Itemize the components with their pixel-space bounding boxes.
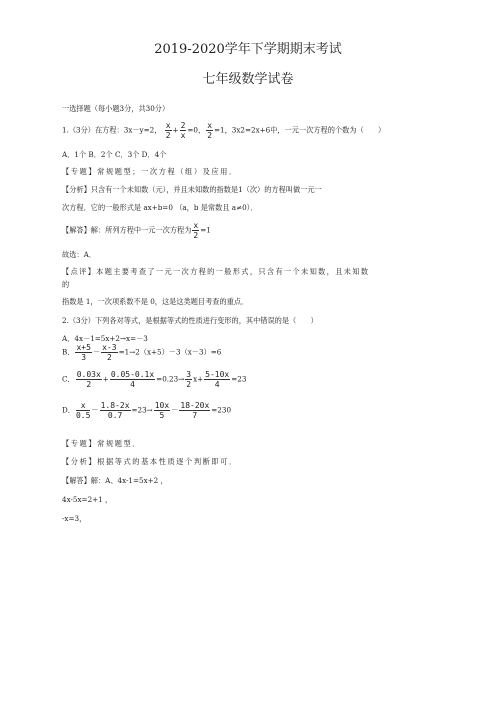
q2-c-fraction-4 (204, 370, 230, 389)
q2-d-operator-2: － (171, 405, 179, 415)
q1-topic: 【专题】常规题型；一次方程（组）及应用． (62, 167, 238, 176)
q2-option-d-label: D． (62, 405, 75, 415)
q1-solution (62, 221, 211, 240)
q1-solution-fraction (192, 221, 199, 240)
q1-fraction-3-num: x (207, 121, 213, 130)
q1-fraction-1 (165, 121, 172, 140)
q2-b-fraction-2 (101, 343, 117, 362)
q2-solution-3: -x=3， (62, 514, 87, 523)
q1-analysis-2: 次方程．它的一般形式是 ax+b=0 （a，b 是常数且 a≠0）． (62, 203, 258, 212)
q1-plus: + (172, 125, 179, 135)
q2-c-fraction-2-den: 4 (130, 380, 135, 389)
q1-comment-1: 【点评】本题主要考查了一元一次方程的一般形式，只含有一个未知数，且未知数 (62, 267, 370, 276)
q2-d-fraction-4-num: 18-20x (180, 401, 210, 410)
q2-d-fraction-4-den: 7 (192, 411, 198, 420)
q2-d-operator-1: － (91, 405, 99, 415)
q2-c-mid: =0.23→ (156, 374, 185, 384)
q2-solution-2: 4x-5x=2+1 ， (62, 495, 113, 504)
q2-b-fraction-2-num: x-3 (102, 343, 117, 352)
q2-b-fraction-1-num: x+5 (76, 343, 91, 352)
q1-comment-2: 的 (62, 280, 70, 289)
q1-fraction-2-num: 2 (180, 121, 186, 130)
q2-analysis: 【分析】根据等式的基本性质逐个判断即可． (62, 457, 238, 466)
q2-c-fraction-4-num: 5-10x (205, 370, 230, 379)
q2-stem: 2.（3分）下列各对等式，是根据等式的性质进行变形的，其中错误的是（ ） (62, 316, 318, 325)
q1-choose: 故选：A． (62, 250, 96, 259)
q2-option-b-label: B． (62, 347, 75, 357)
q1-fraction-3 (206, 121, 213, 140)
q2-option-c-label: C． (62, 374, 75, 384)
page-subtitle: 七年级数学试卷 (202, 72, 294, 87)
q2-option-a: A．4x－1=5x+2→x=－3 (62, 334, 148, 343)
q2-d-mid: =23→ (131, 405, 153, 415)
q2-d-fraction-2 (100, 401, 131, 420)
q2-b-fraction-1-den: 3 (81, 353, 87, 362)
q2-c-fraction-2-num: 0.05-0.1x (110, 370, 155, 379)
q1-solution-fraction-num: x (193, 221, 199, 230)
q2-c-fraction-1-num: 0.03x (76, 370, 101, 379)
q2-c-fraction-3-num: 3 (186, 370, 192, 379)
q2-c-fraction-4-den: 4 (214, 380, 220, 389)
q2-c-fraction-2 (110, 370, 155, 389)
q2-d-fraction-1 (76, 401, 90, 420)
q1-fraction-1-num: x (165, 121, 171, 130)
q2-d-fraction-4 (179, 401, 210, 420)
q1-analysis-1: 【分析】只含有一个未知数（元），并且未知数的指数是1（次）的方程叫做一元一 (62, 185, 322, 194)
q1-solution-fraction-den: 2 (193, 231, 199, 240)
q2-c-fraction-1 (76, 370, 102, 389)
q2-b-fraction-1 (75, 343, 91, 362)
q2-d-fraction-2-den: 0.7 (107, 411, 123, 420)
q2-c-fraction-1-den: 2 (86, 380, 92, 389)
q2-option-b (62, 343, 221, 362)
q1-solution-text: 【解答】解：所列方程中一元一次方程为 (62, 225, 192, 235)
q1-fraction-1-den: 2 (165, 131, 171, 140)
q1-comment-3: 指数是 1，一次项系数不是 0，这是这类题目考查的重点． (62, 297, 249, 306)
q1-mid: =0， (187, 125, 206, 135)
q1-fraction-2-den: x (180, 131, 186, 140)
q2-d-fraction-3-num: 10x (154, 401, 170, 410)
q2-c-fraction-3-den: 2 (186, 380, 192, 389)
q2-d-end: =230 (211, 405, 232, 415)
q1-stem-part1: 1.（3分）在方程：3x－y=2， (62, 125, 162, 135)
q2-option-c (62, 370, 246, 389)
q2-d-fraction-1-den: 0.5 (75, 411, 91, 420)
q1-fraction-3-den: 2 (207, 131, 213, 140)
q2-c-end: =23 (231, 374, 247, 384)
q2-b-fraction-2-den: 2 (106, 353, 112, 362)
q2-b-operator: － (92, 347, 101, 357)
q2-d-fraction-1-num: x (76, 401, 90, 411)
q2-b-rest: =1→2（x+5）－3（x－3）=6 (118, 347, 222, 357)
page-title: 2019-2020学年下学期期末考试 (154, 42, 342, 57)
q1-stem-part2: =1，3x2=2x+6中，一元一次方程的个数为（ ） (214, 125, 386, 135)
q1-options: A．1个 B．2个 C．3个 D．4个 (62, 150, 167, 159)
q2-option-d (62, 401, 231, 420)
q2-d-fraction-3 (154, 401, 170, 420)
q2-d-fraction-3-den: 5 (159, 411, 165, 420)
q2-c-operator: + (102, 374, 109, 384)
q1-fraction-2 (180, 121, 187, 140)
q2-c-x: x+ (193, 374, 204, 384)
q2-topic: 【专题】常规题型． (62, 439, 142, 448)
section-heading: 一选择题（每小题3分，共30分） (62, 104, 170, 113)
q2-solution-1: 【解答】解：A、4x-1=5x+2 ， (62, 476, 168, 485)
q1-stem (62, 121, 385, 140)
q2-c-fraction-3 (185, 370, 192, 389)
q2-d-fraction-2-num: 1.8-2x (100, 401, 130, 410)
q1-solution-end: =1 (200, 225, 211, 235)
